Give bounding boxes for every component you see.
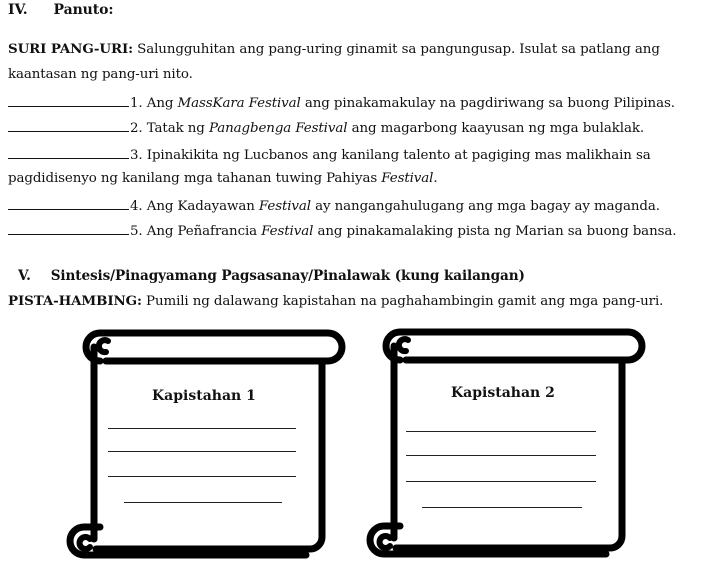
item-5 [8, 222, 676, 239]
section-iv-number: IV. [8, 2, 28, 18]
section-v-title: Sintesis/Pinagyamang Pagsasanay/Pinalawak (kung kailangan) [50, 268, 525, 284]
scroll-2-title: Kapistahan 2 [451, 385, 555, 401]
scroll-2-line-1[interactable] [406, 431, 596, 432]
item-2-pre: Tatak ng [146, 121, 205, 136]
item-4-pre: Ang Kadayawan [146, 199, 255, 214]
item-5-festival: Festival [261, 224, 314, 239]
scroll-2-frame [360, 324, 660, 574]
item-3-number: 3. [130, 148, 143, 163]
item-1-number: 1. [130, 96, 143, 111]
scroll-2-line-3[interactable] [406, 481, 596, 482]
pista-instruction [8, 293, 663, 309]
answer-blank-5[interactable] [8, 222, 129, 235]
scroll-kapistahan-1 [60, 325, 360, 575]
item-3-text-a: Ipinakikita ng Lucbanos ang kanilang talento at pagiging mas malikhain sa [146, 148, 651, 163]
scroll-kapistahan-2 [360, 324, 660, 574]
item-4-number: 4. [130, 199, 143, 214]
item-1 [8, 94, 675, 111]
section-v-heading [18, 268, 525, 284]
answer-blank-2[interactable] [8, 119, 129, 132]
item-3-festival: Festival. [381, 171, 438, 186]
item-1-festival: MassKara Festival [177, 96, 301, 111]
item-2-festival: Panagbenga Festival [208, 121, 348, 136]
scroll-2-line-2[interactable] [406, 455, 596, 456]
scroll-1-frame [60, 325, 360, 575]
pista-instruction-text: Pumili ng dalawang kapistahan na paghahambingin gamit ang mga pang-uri. [146, 294, 664, 309]
suri-instruction-b: kaantasan ng pang-uri nito. [8, 67, 193, 82]
item-4 [8, 197, 660, 214]
section-iv-title: Panuto: [53, 2, 114, 18]
item-3-text-b: pagdidisenyo ng kanilang mga tahanan tuwing Pahiyas [8, 171, 378, 186]
answer-blank-3[interactable] [8, 146, 129, 159]
scroll-1-line-1[interactable] [108, 428, 296, 429]
item-3-continued [8, 171, 438, 186]
item-2 [8, 119, 644, 136]
suri-label: SURI PANG-URI: [8, 41, 133, 57]
scroll-1-line-4[interactable] [124, 502, 282, 503]
item-1-post: ang pinakamakulay na pagdiriwang sa buong Pilipinas. [304, 96, 675, 111]
item-5-post: ang pinakamalaking pista ng Marian sa buong bansa. [317, 224, 677, 239]
suri-instruction-line-1 [8, 41, 660, 57]
section-v-number: V. [18, 268, 31, 284]
item-1-pre: Ang [146, 96, 174, 111]
item-4-festival: Festival [258, 199, 311, 214]
item-2-post: ang magarbong kaayusan ng mga bulaklak. [351, 121, 645, 136]
section-iv-heading [8, 2, 113, 18]
answer-blank-4[interactable] [8, 197, 129, 210]
item-3 [8, 146, 651, 163]
item-4-post: ay nangangahulugang ang mga bagay ay maganda. [315, 199, 660, 214]
pista-label: PISTA-HAMBING: [8, 293, 142, 309]
item-5-pre: Ang Peñafrancia [146, 224, 258, 239]
scroll-1-line-2[interactable] [108, 451, 296, 452]
item-2-number: 2. [130, 121, 143, 136]
suri-instruction-line-2 [8, 67, 193, 82]
suri-instruction-a: Salungguhitan ang pang-uring ginamit sa pangungusap. Isulat sa patlang ang [137, 42, 660, 57]
scroll-1-line-3[interactable] [108, 476, 296, 477]
scroll-2-line-4[interactable] [422, 507, 582, 508]
item-5-number: 5. [130, 224, 143, 239]
scroll-1-title: Kapistahan 1 [152, 388, 256, 404]
answer-blank-1[interactable] [8, 94, 129, 107]
